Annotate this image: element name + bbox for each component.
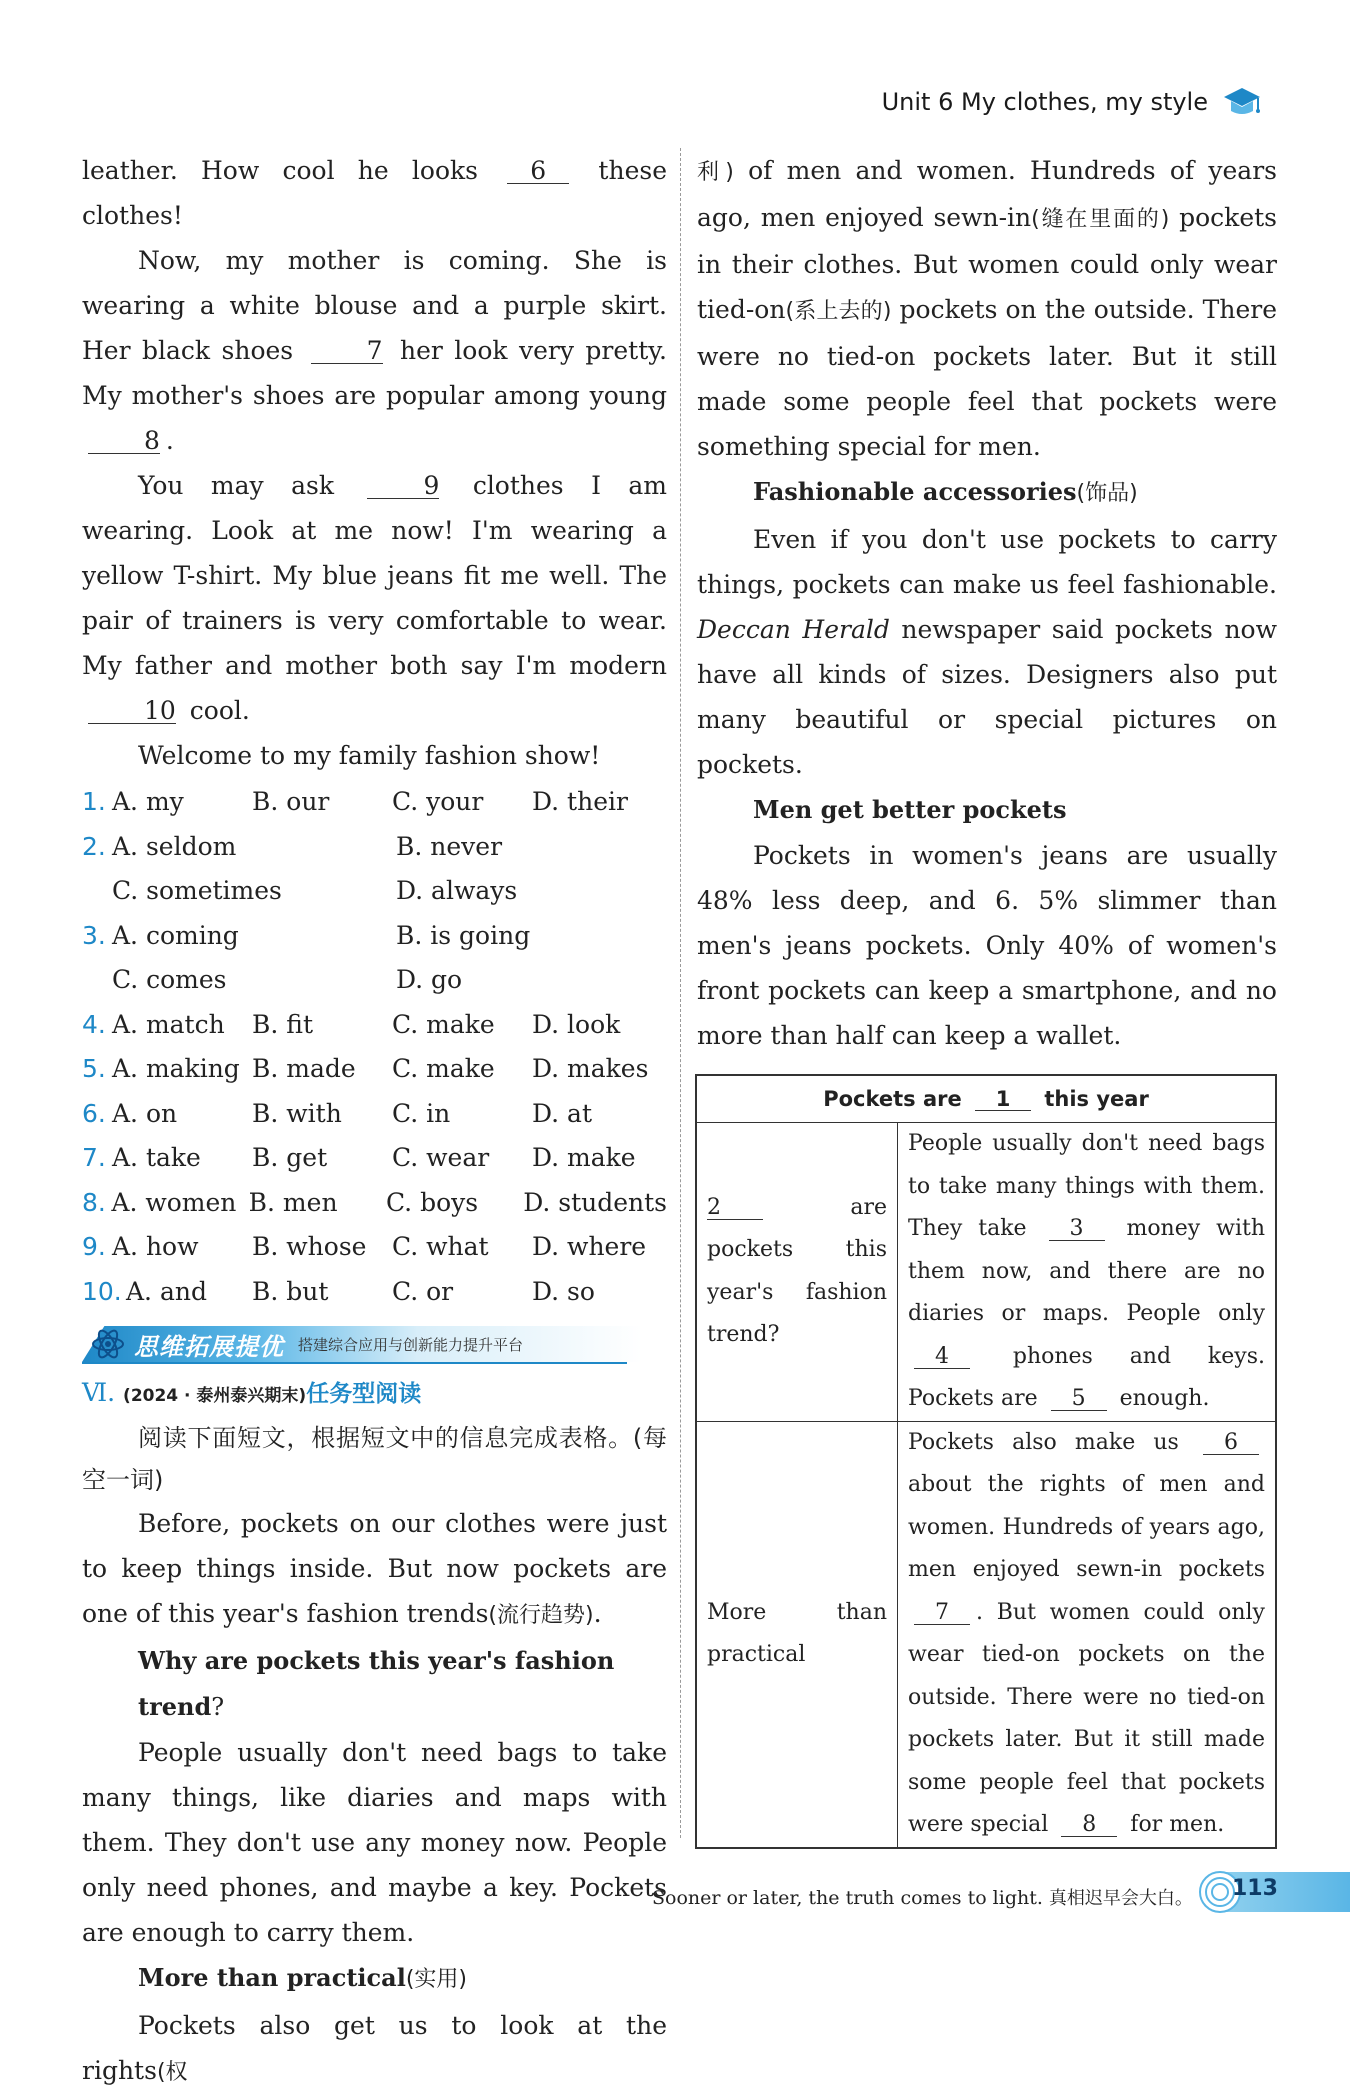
passage-paragraph <box>82 238 667 463</box>
option-row <box>82 1181 667 1226</box>
option-row <box>82 780 667 825</box>
table-blank-3[interactable]: 3 <box>1049 1218 1105 1241</box>
option-c[interactable]: C. what <box>392 1232 489 1261</box>
answer-table <box>695 1074 1277 1849</box>
option-d[interactable]: D. students <box>523 1187 668 1217</box>
text: . But women could only wear tied-on pockets on the outside. There were no tied-on pockets later. But it still made some people feel that pockets were special <box>908 1599 1265 1837</box>
options-list <box>82 780 667 1314</box>
table-blank-2[interactable]: 2 <box>707 1197 763 1220</box>
table-cell <box>898 1421 1277 1848</box>
text: . <box>593 1599 602 1628</box>
option-b[interactable]: B. get <box>252 1143 328 1172</box>
option-a[interactable]: A. my <box>112 787 184 816</box>
blank-10[interactable]: 10 <box>88 699 176 724</box>
option-d[interactable]: D. their <box>532 787 628 816</box>
option-a[interactable]: A. match <box>112 1009 225 1039</box>
option-d[interactable]: D. where <box>532 1232 647 1261</box>
gloss: (系上去的) <box>785 299 892 324</box>
text: for men. <box>1130 1812 1225 1837</box>
question-number: 10. <box>82 1276 122 1306</box>
blank-9[interactable]: 9 <box>367 474 439 499</box>
text: Now, my mother is coming. She is wearing a white blouse and a purple skirt. Her black shoes <box>82 246 667 365</box>
cell-text: More than practical <box>707 1599 887 1667</box>
banner-subtitle: 搭建综合应用与创新能力提升平台 <box>298 1335 524 1354</box>
page-header <box>882 84 1262 120</box>
text: Even if you don't use pockets to carry things, pockets can make us feel fashionable. <box>697 525 1277 599</box>
reading-paragraph <box>82 2003 667 2095</box>
option-a[interactable]: A. women <box>111 1187 237 1217</box>
section-source: (2024 · 泰州泰兴期末) <box>123 1386 307 1406</box>
gloss: 利) <box>697 160 734 185</box>
option-b[interactable]: B. made <box>252 1054 356 1083</box>
question-number: 5. <box>82 1054 106 1083</box>
option-b[interactable]: B. but <box>252 1276 329 1306</box>
option-a[interactable]: A. seldom <box>112 831 237 861</box>
page-number: 113 <box>1232 1876 1278 1901</box>
option-b[interactable]: B. our <box>252 787 330 816</box>
text: pockets this year's fashion trend? <box>707 1237 887 1348</box>
question-number: 2. <box>82 831 106 861</box>
text: ? <box>211 1693 225 1721</box>
right-column <box>697 148 1277 1849</box>
text: . <box>165 426 174 455</box>
table-blank-8[interactable]: 8 <box>1061 1814 1117 1837</box>
table-header-row <box>696 1075 1276 1123</box>
subheading: Men get better pockets <box>753 795 1067 824</box>
option-row <box>82 869 667 914</box>
banner-underline <box>82 1362 627 1364</box>
cell-text <box>707 1187 887 1357</box>
passage-paragraph <box>82 463 667 733</box>
option-d[interactable]: D. makes <box>532 1054 649 1083</box>
option-b[interactable]: B. is going <box>396 920 531 950</box>
gloss: (饰品) <box>1076 481 1138 506</box>
option-d[interactable]: D. make <box>532 1143 636 1172</box>
text: money with them now, and there are no diaries or maps. People only <box>908 1216 1265 1326</box>
option-c[interactable]: C. in <box>392 1098 451 1128</box>
text: this year <box>1044 1087 1149 1111</box>
text: pockets on the outside. There were no tied-on pockets later. But it still made some people feel that pockets were something special for men. <box>697 295 1278 461</box>
option-c[interactable]: C. make <box>392 1009 495 1039</box>
option-b[interactable]: B. with <box>252 1098 342 1128</box>
atom-icon <box>90 1326 126 1362</box>
subheading <box>697 469 1277 517</box>
option-d[interactable]: D. so <box>532 1276 595 1306</box>
instructions: 阅读下面短文，根据短文中的信息完成表格。(每空一词) <box>82 1424 667 1494</box>
gloss: (流行趋势) <box>488 1603 594 1628</box>
option-a[interactable]: A. on <box>112 1098 178 1128</box>
question-number: 8. <box>82 1187 106 1217</box>
table-cell <box>696 1421 898 1848</box>
option-a[interactable]: A. and <box>126 1276 207 1306</box>
gloss: (权 <box>156 2060 188 2085</box>
option-row <box>82 1047 667 1092</box>
reading-paragraph: People usually don't need bags to take many things, like diaries and maps with them. They don't use any money now. People only need phones, and maybe a key. Pockets are enough to carry them. <box>82 1738 667 1947</box>
gloss: (缝在里面的) <box>1031 207 1170 232</box>
option-a[interactable]: A. making <box>112 1054 240 1083</box>
text: clothes I am wearing. Look at me now! I'm wearing a yellow T-shirt. My blue jeans fit me well. The pair of trainers is very comfortable to wear. My father and mother both say I'm modern <box>82 471 668 680</box>
graduation-cap-icon <box>1222 84 1262 120</box>
section-number: Ⅵ. <box>82 1378 116 1407</box>
section-heading <box>82 1372 667 1417</box>
text: cool. <box>189 696 250 725</box>
text: More than practical <box>138 1963 406 1992</box>
gloss: (实用) <box>405 1967 467 1992</box>
text: pockets in their clothes. But women could only wear tied-on <box>697 203 1278 324</box>
text: enough. <box>1119 1386 1210 1411</box>
option-row <box>82 1270 667 1315</box>
section-banner <box>82 1322 667 1366</box>
column-divider <box>680 148 681 1838</box>
option-row <box>82 914 667 959</box>
option-b[interactable]: B. men <box>248 1187 338 1217</box>
footer-quote: Sooner or later, the truth comes to light. <box>652 1887 1043 1909</box>
table-blank-4[interactable]: 4 <box>914 1346 970 1369</box>
table-cell <box>898 1123 1277 1422</box>
banner-title: 思维拓展提优 <box>134 1332 284 1361</box>
reading-paragraph <box>697 517 1277 787</box>
table-blank-5[interactable]: 5 <box>1051 1388 1107 1411</box>
table-blank-6[interactable]: 6 <box>1203 1432 1259 1455</box>
option-c[interactable]: C. your <box>392 787 484 816</box>
option-b[interactable]: B. never <box>396 831 503 861</box>
subheading <box>82 1955 667 2003</box>
option-row <box>82 1003 667 1048</box>
table-blank-7[interactable]: 7 <box>914 1602 970 1625</box>
text: Fashionable accessories <box>753 477 1077 506</box>
option-b[interactable]: B. whose <box>252 1232 367 1261</box>
option-row <box>82 1136 667 1181</box>
section-type: 任务型阅读 <box>306 1381 422 1407</box>
option-c[interactable]: C. or <box>392 1276 454 1306</box>
table-row <box>696 1123 1276 1422</box>
question-number: 9. <box>82 1232 106 1261</box>
question-number: 1. <box>82 787 106 816</box>
passage-paragraph <box>82 148 667 238</box>
passage-paragraph: Welcome to my family fashion show! <box>138 741 601 770</box>
option-c[interactable]: C. comes <box>112 965 227 994</box>
option-row <box>82 1225 667 1270</box>
text: Pockets also make us <box>908 1429 1179 1455</box>
option-d[interactable]: D. at <box>532 1098 592 1128</box>
subheading <box>82 1638 667 1730</box>
option-b[interactable]: B. fit <box>252 1009 313 1039</box>
text: about the rights of men and women. Hundreds of years ago, men enjoyed sewn-in pockets <box>908 1472 1265 1582</box>
table-blank-1[interactable]: 1 <box>975 1088 1031 1111</box>
reading-paragraph <box>82 1501 667 1638</box>
table-header <box>696 1075 1276 1123</box>
blank-8[interactable]: 8 <box>88 429 160 454</box>
text: of men and women. Hundreds of years ago, men enjoyed sewn-in <box>697 156 1277 232</box>
question-number: 4. <box>82 1009 106 1039</box>
unit-title: Unit 6 My clothes, my style <box>881 88 1208 116</box>
text: newspaper said pockets now have all kinds of sizes. Designers also put many beautiful or special pictures on pockets. <box>697 615 1277 779</box>
option-c[interactable]: C. sometimes <box>112 876 282 905</box>
table-cell <box>696 1123 898 1422</box>
left-column <box>82 148 667 2095</box>
option-c[interactable]: C. make <box>392 1054 495 1083</box>
reading-paragraph: Pockets in women's jeans are usually 48% less deep, and 6. 5% slimmer than men's jeans pockets. Only 40% of women's front pockets can keep a smartphone, and no more than half can keep a wallet. <box>697 841 1277 1050</box>
text: her look very pretty. My mother's shoes are popular among young <box>82 336 668 410</box>
footer-quote-cn: 真相迟早会大白。 <box>1048 1888 1193 1909</box>
option-d[interactable]: D. go <box>396 965 463 994</box>
text: Why are pockets this year's fashion trend <box>138 1646 615 1721</box>
table-row <box>696 1421 1276 1848</box>
text: Pockets are <box>823 1087 962 1111</box>
blank-7[interactable]: 7 <box>311 339 383 364</box>
question-number: 3. <box>82 920 106 950</box>
text: Before, pockets on our clothes were just to keep things inside. But now pockets are one of this year's fashion trends <box>82 1509 667 1628</box>
question-number: 7. <box>82 1143 106 1172</box>
option-d[interactable]: D. always <box>396 876 518 905</box>
option-row <box>82 958 667 1003</box>
question-number: 6. <box>82 1098 106 1128</box>
option-c[interactable]: C. boys <box>385 1187 479 1217</box>
text: Pockets also get us to look at the rights <box>82 2011 667 2085</box>
page-footer <box>652 1884 1193 1910</box>
option-c[interactable]: C. wear <box>392 1143 490 1172</box>
newspaper-name: Deccan Herald <box>697 615 890 644</box>
option-d[interactable]: D. look <box>532 1009 621 1039</box>
reading-paragraph <box>697 148 1277 469</box>
text: leather. How cool he looks <box>82 156 478 185</box>
text: People usually don't need bags to take many things with them. They take <box>908 1131 1265 1241</box>
text: phones and keys. Pockets are <box>908 1343 1265 1411</box>
option-row <box>82 825 667 870</box>
option-a[interactable]: A. take <box>112 1143 201 1172</box>
text: are <box>850 1194 887 1220</box>
blank-6[interactable]: 6 <box>507 159 569 184</box>
option-row <box>82 1092 667 1137</box>
option-a[interactable]: A. coming <box>112 920 239 950</box>
text: You may ask <box>138 471 334 500</box>
text: these clothes! <box>82 156 667 230</box>
option-a[interactable]: A. how <box>112 1232 199 1261</box>
